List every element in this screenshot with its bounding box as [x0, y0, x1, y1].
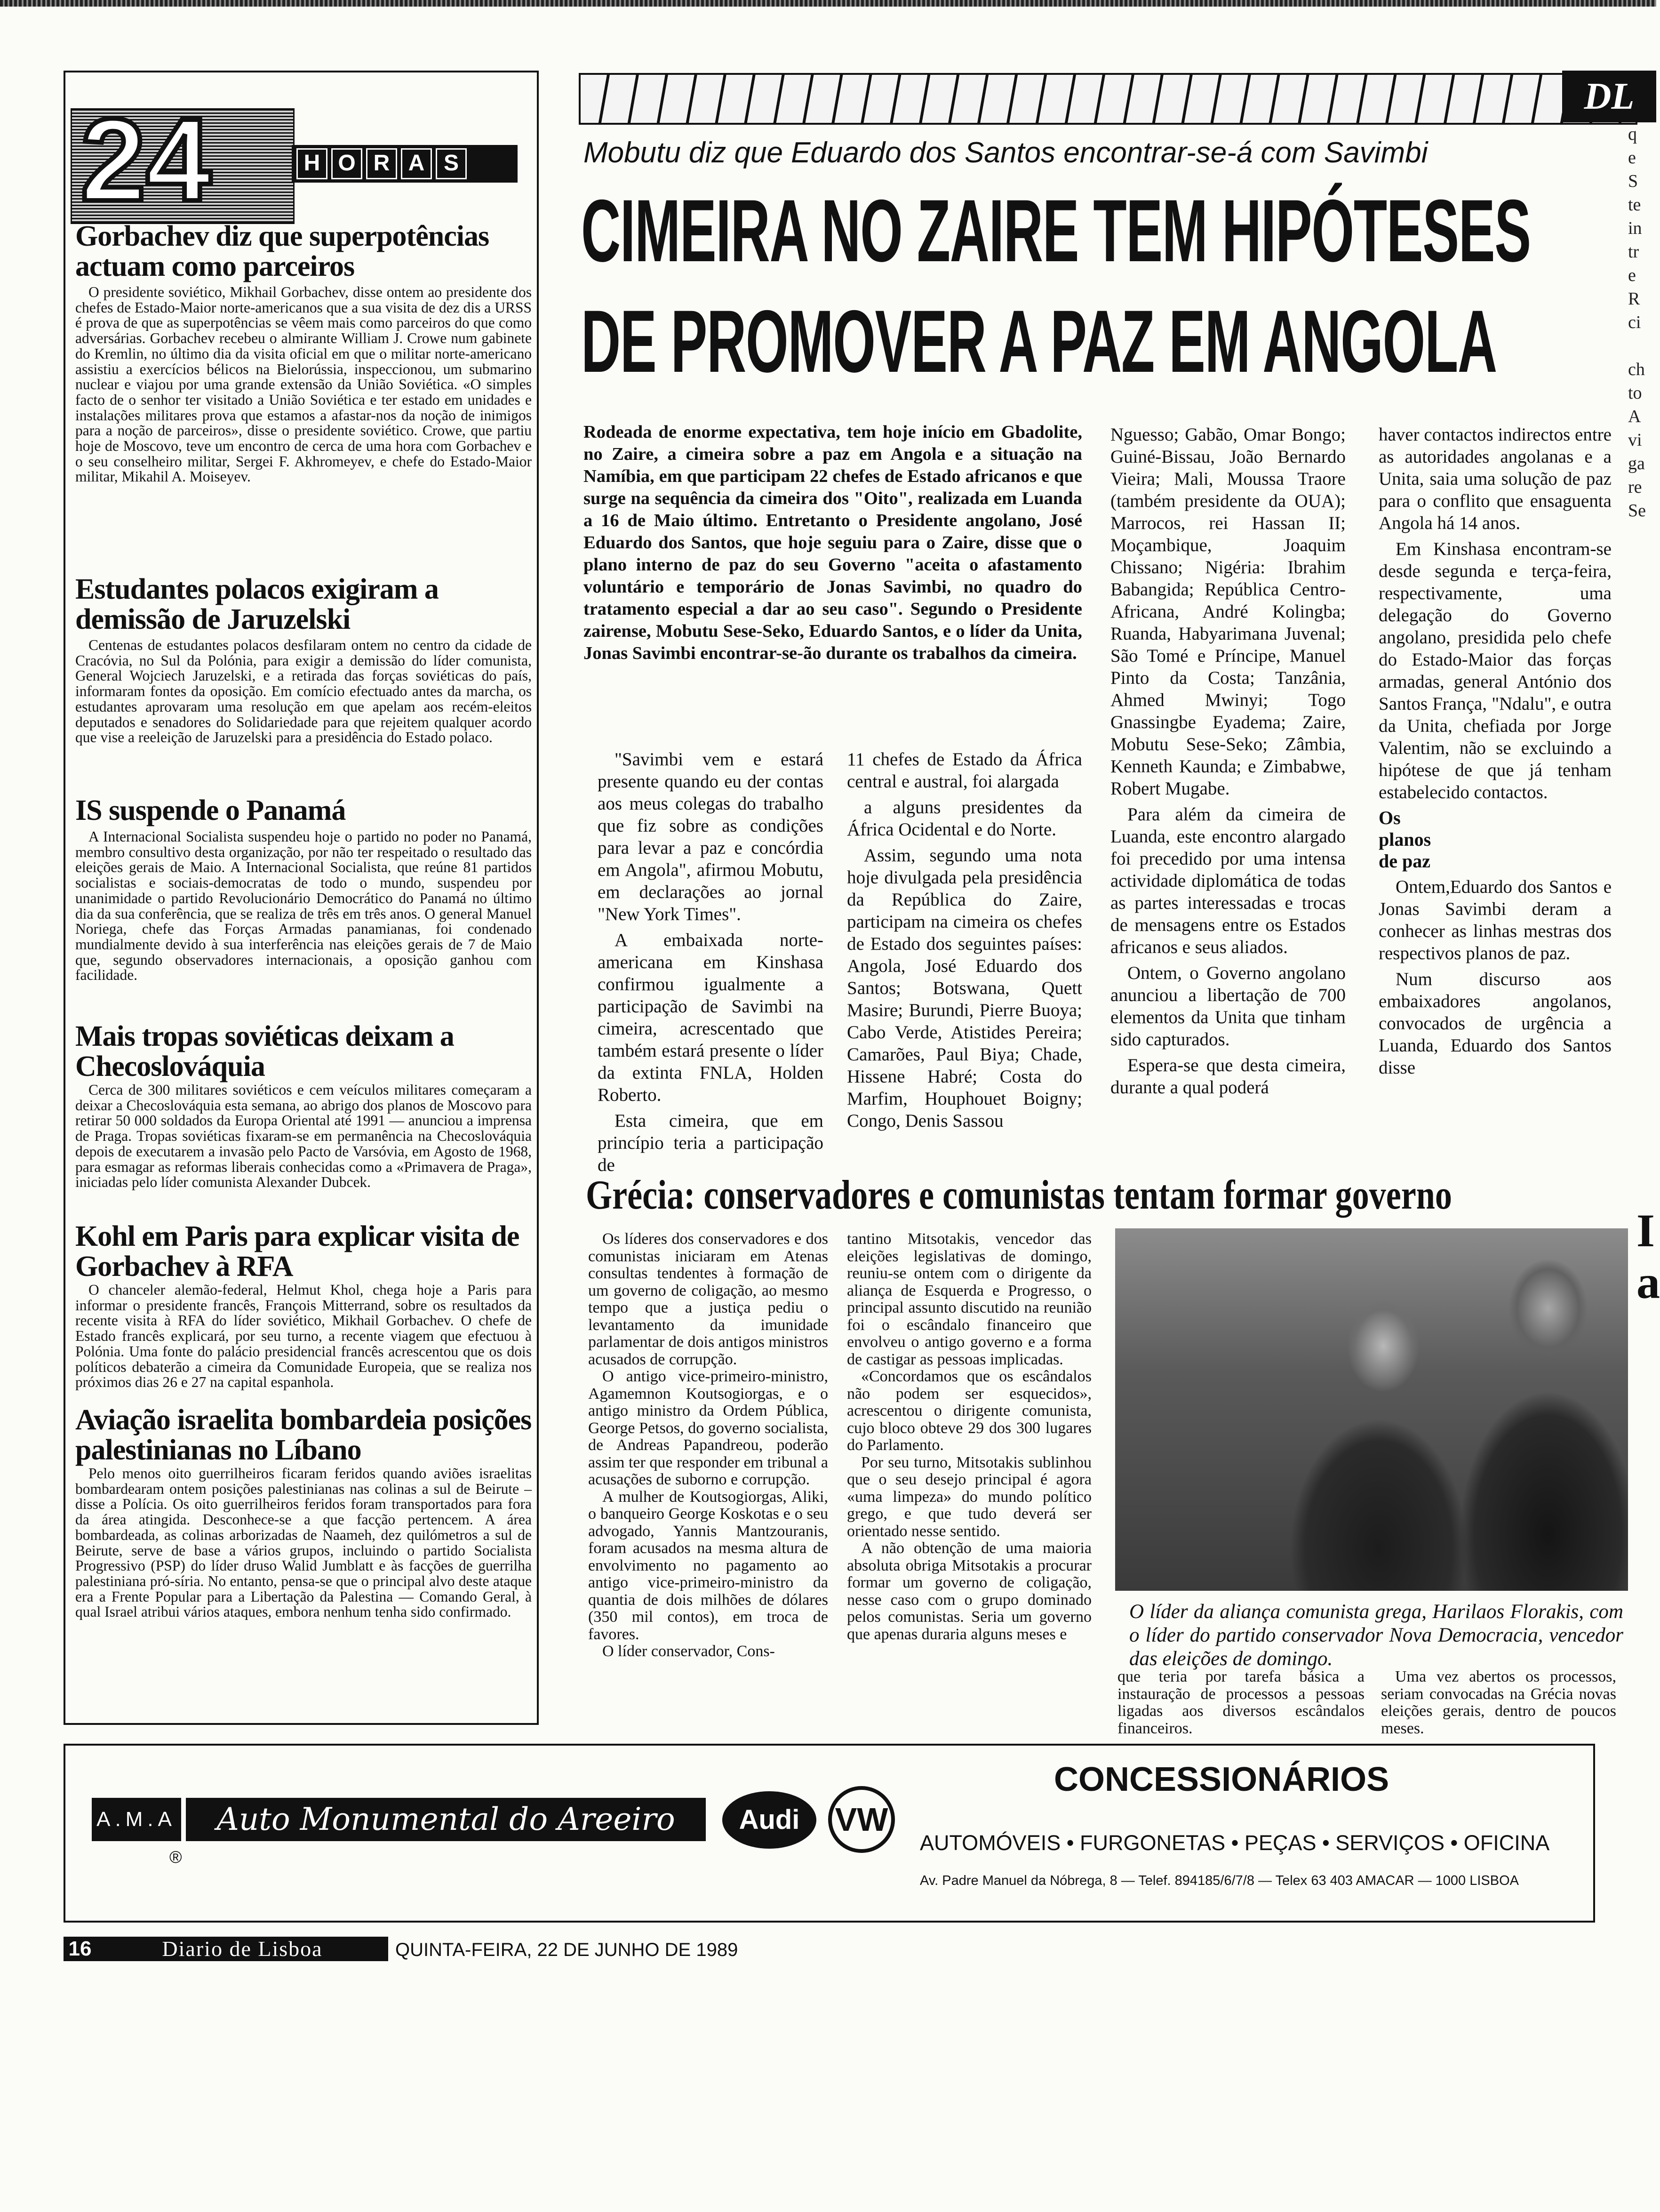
- ad-title: CONCESSIONÁRIOS: [1054, 1761, 1389, 1798]
- paragraph: Num discurso aos embaixadores angolanos, convocados de urgência a Luanda, Eduardo dos Santos disse: [1379, 969, 1612, 1078]
- paragraph: Esta cimeira, que em princípio teria a participação de: [598, 1111, 823, 1175]
- registered-mark: ®: [169, 1847, 182, 1867]
- greece-col-3: [1117, 1668, 1365, 1737]
- brief-body-libano: Pelo menos oito guerrilheiros ficaram feridos quando aviões israelitas bombardearam ontem posições palestinianas nas colinas a sul de Beirute – disse a Polícia. Os oito guerrilheiros feridos foram transportados para fora da área atingida. Desconhece-se a que facção pertencem. A área bombardeada, as colinas arborizadas de Naameh, dez quilómetros a sul de Beirute, serve de base a vários grupos, incluindo o partido Socialista Progressivo (PSP) do líder druso Walid Jumblatt e às facções de guerrilha palestiniana pró-síria. No entanto, pensa-se que o principal alvo deste ataque era a Frente Popular para a Libertação da Palestina — Comando Geral, à qual Israel atribui vários ataques, embora nenhum tenha sido confirmado.: [75, 1465, 532, 1620]
- paragraph: Os líderes dos conservadores e dos comunistas iniciaram em Atenas consultas tendentes à formação de um governo de coligação, ao mesmo tempo que a justiça pediu o levantamento da imunidade parlamentar de dois antigos ministros acusados de corrupção.: [588, 1230, 828, 1368]
- paragraph: Ontem, o Governo angolano anunciou a libertação de 700 elementos da Unita que tinham sido capturados.: [1110, 963, 1346, 1050]
- brief-headline-libano: Aviação israelita bombardeia posições palestinianas no Líbano: [75, 1404, 532, 1466]
- paragraph: «Concordamos que os escândalos não podem ser esquecidos», acrescentou o dirigente comunista, cujo bloco obteve 29 dos 300 lugares do Parlamento.: [847, 1368, 1092, 1454]
- paragraph: Espera-se que desta cimeira, durante a qual poderá: [1110, 1055, 1346, 1098]
- dealer-name: Auto Monumental do Areeiro: [186, 1798, 706, 1841]
- paragraph: Em Kinshasa encontram-se desde segunda e terça-feira, respectivamente, uma delegação do Governo angolano, presidida pelo chefe do Estado-Maior das forças armadas, general António dos Santos França, "Ndalu", e outra da Unita, chefiada por Jorge Valentim, não se excluindo a hipótese de que já tenham estabelecido contactos.: [1379, 539, 1612, 802]
- paragraph: Nguesso; Gabão, Omar Bongo; Guiné-Bissau, João Bernardo Vieira; Mali, Moussa Traore (também presidente da OUA); Marrocos, rei Hassan II; Moçambique, Joaquim Chissano; Nigéria: Ibrahim Babangida; República Centro-Africana, André Kolingba; Ruanda, Habyarimana Juvenal; São Tomé e Príncipe, Manuel Pinto da Costa; Tanzânia, Ahmed Mwinyi; Togo Gnassingbe Eyadema; Zaire, Mobutu Sese-Seko; Zâmbia, Kenneth Kaunda; e Zimbabwe, Robert Mugabe.: [1110, 425, 1346, 799]
- brief-headline-panama: IS suspende o Panamá: [75, 794, 346, 826]
- paragraph: 11 chefes de Estado da África central e austral, foi alargada: [847, 749, 1082, 792]
- ad-address: Av. Padre Manuel da Nóbrega, 8 — Telef. 894185/6/7/8 — Telex 63 403 AMACAR — 1000 LISBOA: [920, 1873, 1519, 1888]
- main-col-4: [1379, 424, 1612, 1082]
- brief-body-kohl: O chanceler alemão-federal, Helmut Khol, chega hoje a Paris para informar o presidente francês, François Mitterrand, sobre os resultados da recente visita à RFA do líder soviético, Mikhail Gorbachev. O chefe de Estado francês explicará, por seu turno, a recente viagem que efectuou à Polónia. Uma fonte do palácio presidencial francês acrescentou que os dois políticos debaterão a cimeira da Comunidade Europeia, que se realiza nos próximos dias 26 e 27 na capital espanhola.: [75, 1282, 532, 1391]
- subheading-planos-de-paz: Os planos de paz: [1379, 807, 1431, 872]
- brief-headline-estudantes: Estudantes polacos exigiram a demissão de Jaruzelski: [75, 573, 439, 635]
- paragraph: A embaixada norte-americana em Kinshasa confirmou igualmente a participação de Savimbi na cimeira, acrescentado que também estará presente o líder da extinta FNLA, Holden Roberto.: [598, 930, 823, 1105]
- brief-headline-gorbachev: Gorbachev diz que superpotências actuam como parceiros: [75, 220, 489, 282]
- horas-letter: R: [366, 148, 397, 179]
- horas-letter: O: [331, 148, 362, 179]
- main-lead: Rodeada de enorme expectativa, tem hoje início em Gbadolite, no Zaire, a cimeira sobre a paz em Angola e a situação na Namíbia, em que participam 22 chefes de Estado africanos e que surge na sequência da cimeira dos "Oito", realizada em Luanda a 16 de Maio último. Entretanto o Presidente angolano, José Eduardo dos Santos, que hoje seguiu para o Zaire, disse que o plano interno de paz do seu Governo "aceita o afastamento voluntário e temporário de Jonas Savimbi, no quadro do tratamento especial a dar ao seu caso". Segundo o Presidente zairense, Mobutu Sese-Seko, Eduardo Santos, e o líder da Unita, Jonas Savimbi encontrar-se-ão durante os trabalhos da cimeira.: [583, 422, 1082, 663]
- paragraph: A não obtenção de uma maioria absoluta obriga Mitsotakis a procurar formar um governo de coligação, nesse caso com o grupo dominado pelos comunistas. Seria um governo que apenas duraria alguns meses e: [847, 1539, 1092, 1643]
- greece-headline: Grécia: conservadores e comunistas tentam formar governo: [586, 1172, 1452, 1218]
- greece-col-4: [1381, 1668, 1616, 1737]
- horas-letter: S: [436, 148, 467, 179]
- cropped-adjacent-headline: I a: [1636, 1204, 1660, 1308]
- horas-letter: A: [401, 148, 432, 179]
- paragraph: tantino Mitsotakis, vencedor das eleições legislativas de domingo, reuniu-se ontem com o dirigente da aliança de Esquerda e Progresso, o principal assunto discutido na reunião foi o escândalo financeiro que envolveu o antigo governo e a forma de castigar as pessoas implicadas.: [847, 1230, 1092, 1368]
- section-logo-horas: [292, 145, 518, 183]
- page-number: 16: [64, 1937, 96, 1961]
- section-banner: [579, 73, 1637, 125]
- paragraph: O líder conservador, Cons-: [602, 1643, 775, 1660]
- masthead-mark: DL: [1562, 71, 1656, 122]
- brief-body-checoslovaquia: Cerca de 300 militares soviéticos e cem veículos militares começaram a deixar a Checoslováquia esta semana, ao abrigo dos planos de Moscovo para retirar 50 000 soldados da Europa Oriental até 1991 — anunciou a imprensa de Praga. Tropas soviéticas fixaram-se em permanência na Checoslováquia depois de executarem a invasão pelo Pacto de Varsóvia, em Agosto de 1968, para esmagar as reformas liberais conhecidas como a «Primavera de Praga», iniciadas pelo líder comunista Alexander Dubcek.: [75, 1082, 532, 1191]
- photo-caption: O líder da aliança comunista grega, Harilaos Florakis, com o líder do partido conservador Nova Democracia, vencedor das eleições de domingo.: [1129, 1601, 1623, 1670]
- paragraph: que teria por tarefa básica a instauração de processos a pessoas ligadas aos diversos escândalos financeiros.: [1117, 1668, 1365, 1737]
- paragraph: O antigo vice-primeiro-ministro, Agamemnon Koutsogiorgas, e o antigo ministro da Ordem Pública, George Petsos, do governo socialista, de Andreas Papandreou, poderão assim ter que responder em tribunal a acusações de suborno e corrupção.: [588, 1368, 828, 1488]
- newspaper-name: Diario de Lisboa: [96, 1937, 388, 1961]
- brief-body-estudantes: Centenas de estudantes polacos desfilaram ontem no centro da cidade de Cracóvia, no Sul da Polónia, para exigir a demissão do líder comunista, General Wojciech Jaruzelski, e a retirada das forças soviéticas do país, informaram fontes da oposição. Em comício efectuado antes da marcha, os estudantes aprovaram uma resolução em que apelam aos recém-eleitos deputados e senadores do Solidariedade para que rejeitem qualquer acordo que vise a reeleição de Jaruzelski para a presidência do Estado polaco.: [75, 637, 532, 746]
- brief-body-gorbachev: O presidente soviético, Mikhail Gorbachev, disse ontem ao presidente dos chefes de Estado-Maior norte-americanos que a sua visita de dez dis a URSS é prova de que as superpotências se vêem mais como parceiros do que como adversárias. Gorbachev recebeu o almirante William J. Crowe num gabinete do Kremlin, no último dia da visita oficial em que o militar norte-americano assistiu a exercícios bélicos na Bielorússia, inspeccionou, um submarino nuclear e viajou por uma grande extensão da União Soviética. «O simples facto de o senhor ter visitado a União Soviética e ter estado em unidades e instalações militares prova que estamos a afastar-nos da noção de inimigos para a noção de parceiros», disse o presidente soviético. Crowe, que partiu hoje de Moscovo, teve um encontro de cerca de uma hora com Gorbachev e o seu conselheiro militar, Sergei F. Akhromeyev, e chefe do Estado-Maior militar, Mikahil A. Moiseyev.: [75, 284, 532, 485]
- main-headline-line1: CIMEIRA NO ZAIRE TEM HIPÓTESES: [581, 181, 1531, 280]
- paragraph: Assim, segundo uma nota hoje divulgada pela presidência da República do Zaire, participam na cimeira os chefes de Estado dos seguintes países: Angola, José Eduardo dos Santos; Botswana, Quett Masire; Burundi, Pierre Buoya; Cabo Verde, Atistides Pereira; Camarões, Paul Biya; Chade, Hissene Habré; Costa do Marfim, Houphouet Boigny; Congo, Denis Sassou: [847, 845, 1082, 1131]
- brief-body-panama: A Internacional Socialista suspendeu hoje o partido no poder no Panamá, membro consultivo desta organização, por não ter respeitado o resultado das eleições gerais de Maio. A Internacional Socialista, que reúne 81 partidos socialistas e sociais-democratas de todo o mundo, suspendeu por unanimidade o partido Revolucionário Democrático do Panamá no último dia da sua conferência, que se realiza de três em três anos. O general Manuel Noriega, chefe das Forças Armadas panamianas, foi condenado mundialmente devido à sua interferência nas eleições gerais de 7 de Maio que, segundo observadores internacionais, a oposição ganhou com facilidade.: [75, 828, 532, 984]
- main-col-2: [847, 748, 1082, 1136]
- paragraph: Para além da cimeira de Luanda, este encontro alargado foi precedido por uma intensa actividade diplomática de todas as partes interessadas e trocas de mensagens entre os Estados africanos e seus aliados.: [1110, 804, 1346, 957]
- ama-badge: A.M.A: [92, 1798, 181, 1841]
- logo-digits: 24: [80, 94, 212, 225]
- audi-logo: Audi: [722, 1791, 816, 1849]
- greece-col-2: [847, 1231, 1092, 1643]
- main-col-3: [1110, 424, 1346, 1102]
- top-border: [0, 0, 1656, 7]
- paragraph: haver contactos indirectos entre as autoridades angolanas e a Unita, saia uma solução de paz para o conflito que ensaguenta Angola há 14 anos.: [1379, 425, 1612, 533]
- cropped-adjacent-text: q e S te in tr e R ci ch to A vi ga re Se: [1628, 124, 1646, 521]
- paragraph: a alguns presidentes da África Ocidental e do Norte.: [847, 797, 1082, 840]
- paragraph: A mulher de Koutsogiorgas, Aliki, o banqueiro George Koskotas e o seu advogado, Yannis Mantzouranis, foram acusados na mesma altura de envolvimento no pagamento ao antigo vice-primeiro-ministro da quantia de dois milhões de dólares (350 mil contos), em troca de favores.: [588, 1488, 828, 1643]
- main-kicker: Mobutu diz que Eduardo dos Santos encontrar-se-á com Savimbi: [583, 136, 1428, 169]
- ad-services: AUTOMÓVEIS • FURGONETAS • PEÇAS • SERVIÇOS • OFICINA: [920, 1831, 1550, 1855]
- paragraph: "Savimbi vem e estará presente quando eu der contas aos meus colegas do trabalho que fiz sobre as condições para levar a paz e concórdia em Angola", afirmou Mobutu, em declarações ao jornal "New York Times".: [598, 749, 823, 924]
- paragraph: Uma vez abertos os processos, seriam convocadas na Grécia novas eleições gerais, dentro de poucos meses.: [1381, 1668, 1616, 1737]
- brief-headline-checoslovaquia: Mais tropas soviéticas deixam a Checoslováquia: [75, 1020, 454, 1082]
- brief-headline-kohl: Kohl em Paris para explicar visita de Gorbachev à RFA: [75, 1220, 519, 1282]
- horas-letter: H: [296, 148, 327, 179]
- section-logo-24: [71, 94, 295, 225]
- issue-date: QUINTA-FEIRA, 22 DE JUNHO DE 1989: [395, 1940, 738, 1960]
- vw-logo: VW: [828, 1786, 895, 1853]
- paragraph: Por seu turno, Mitsotakis sublinhou que o seu desejo principal é agora «uma limpeza» do mundo político grego, e que tudo deverá ser orientado nesse sentido.: [847, 1453, 1092, 1540]
- main-headline-line2: DE PROMOVER A PAZ EM ANGOLA: [581, 292, 1497, 391]
- greece-photo: [1115, 1228, 1628, 1591]
- greece-col-1: [588, 1231, 828, 1660]
- main-col-1: [598, 748, 823, 1180]
- paragraph: Ontem,Eduardo dos Santos e Jonas Savimbi deram a conhecer as linhas mestras dos respectivos planos de paz.: [1379, 877, 1612, 963]
